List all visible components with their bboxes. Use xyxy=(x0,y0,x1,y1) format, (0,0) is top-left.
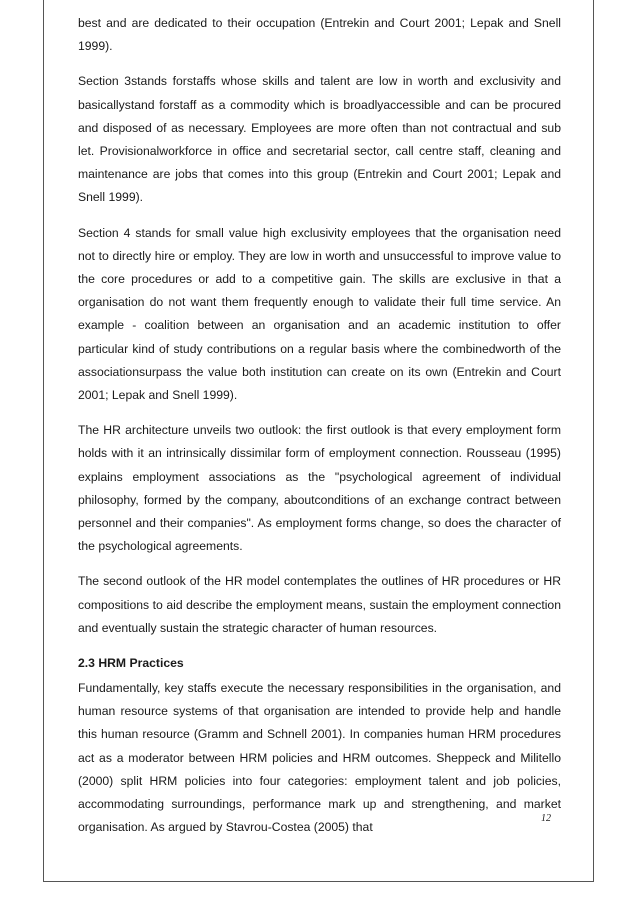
paragraph-section-3: Section 3stands forstaffs whose skills and talent are low in worth and exclusivity and basicallystand forstaff as a commodity which is broadlyaccessible and can be procured and disposed of as necessary. Employees are more often than not contractual and sub let. Provisionalworkforce in office and secretarial sector, call centre staff, cleaning and maintenance are jobs that comes into this group (Entrekin and Court 2001; Lepak and Snell 1999). xyxy=(78,74,561,205)
section-heading: 2.3 HRM Practices xyxy=(78,656,184,671)
paragraph-continuation: best and are dedicated to their occupation (Entrekin and Court 2001; Lepak and Snell 1999). xyxy=(78,16,561,54)
paragraph-hrm-practices: Fundamentally, key staffs execute the necessary responsibilities in the organisation, and human resource systems of that organisation are intended to provide help and handle this human resource (Gramm and Schnell 2001). In companies human HRM procedures act as a moderator between HRM policies and HRM outcomes. Sheppeck and Militello (2000) split HRM policies into four categories: employment talent and job policies, accommodating surroundings, performance mark up and strengthening, and market organisation. As argued by Stavrou-Costea (2005) that xyxy=(78,681,561,835)
page-number: 12 xyxy=(541,813,551,824)
paragraph-hr-architecture: The HR architecture unveils two outlook: the first outlook is that every employment form holds with it an intrinsically dissimilar form of employment connection. Rousseau (1995) explains employment associations as the "psychological agreement of individual philosophy, formed by the company, aboutconditions of an exchange contract between personnel and their companies". As employment forms change, so does the character of the psychological agreements. xyxy=(78,423,561,554)
paragraph-section-4: Section 4 stands for small value high exclusivity employees that the organisation need not to directly hire or employ. They are low in worth and unsuccessful to improve value to the core procedures or add to a competitive gain. The skills are exclusive in that a organisation do not want them frequently enough to validate their full time service. An example - coalition between an organisation and an academic institution to offer particular kind of study contributions on a regular basis where the combinedworth of the associationsurpass the value both institution can create on its own (Entrekin and Court 2001; Lepak and Snell 1999). xyxy=(78,225,561,403)
document-body xyxy=(78,12,561,852)
paragraph-second-outlook: The second outlook of the HR model contemplates the outlines of HR procedures or HR compositions to aid describe the employment means, sustain the employment connection and eventually sustain the strategic character of human resources. xyxy=(78,574,561,635)
